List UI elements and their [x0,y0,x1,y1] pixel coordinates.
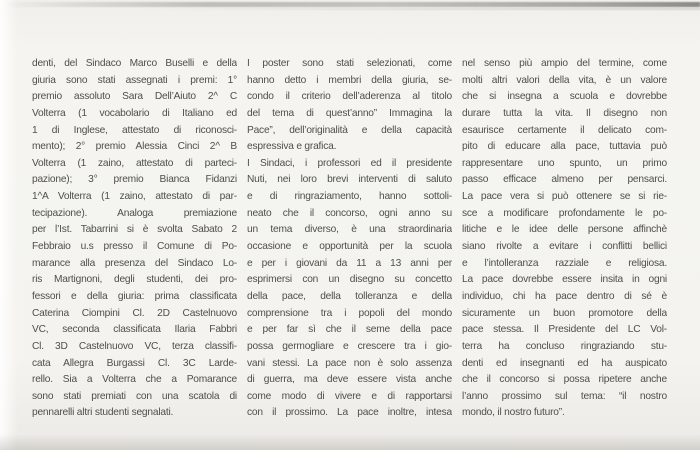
text-line: esprimersi con un disegno su concetto [247,274,452,286]
text-line: e di ringraziamento, hanno sottoli- [247,191,452,203]
text-line: pennarelli altri studenti segnalati. [32,407,174,419]
text-line: pazione); 3° premio Bianca Fidanzi [32,174,237,186]
text-line: e l’intolleranza razziale e religiosa. [462,257,667,269]
scan-artifact-top-streak [0,2,700,7]
text-column-2 [247,56,452,422]
text-line: come modo di vivere e di rapportarsi [247,390,452,402]
text-line: Febbraio u.s presso il Comune di Po- [32,241,237,253]
text-line: rappresentare uno spunto, un primo [462,157,667,169]
text-line: possa germogliare e crescere tra i gio- [247,340,452,352]
text-line: pace stessa. Il Presidente del LC Vol- [462,324,667,336]
text-line: denti ed insegnanti ed ha auspicato [462,357,667,369]
text-line: giuria sono stati assegnati i premi: 1° [32,74,237,86]
text-line: VC, seconda classificata Ilaria Fabbri [32,324,237,336]
text-line: individuo, chi ha pace dentro di sé è [462,290,667,302]
text-line: I poster sono stati selezionati, come [247,58,452,69]
text-line: Volterra (1 zaino, attestato di parteci- [32,157,237,169]
text-line: con il prossimo. La pace inoltre, intesa [247,407,452,419]
text-line: pito di educare alla pace, tuttavia può [462,141,667,153]
text-line: un tema diverso, è una straordinaria [247,224,452,236]
text-line: 1^A Volterra (1 zaino, attestato di par- [32,191,237,203]
text-line: La pace vera si può ottenere se si rie- [462,191,667,203]
text-line: cata Allegra Burgassi Cl. 3C Larde- [32,357,237,369]
text-line: tecipazione). Analoga premiazione [32,207,237,219]
text-line: fessori e della giuria: prima classificata [32,290,237,302]
text-line: nel senso più ampio del termine, come [462,58,667,69]
text-line: comprensione tra i popoli del mondo [247,307,452,319]
text-line: terra ha concluso ringraziando stu- [462,340,667,352]
text-line: marance alla presenza del Sindaco Lo- [32,257,237,269]
text-line: passo efficace almeno per pensarci. [462,174,667,186]
text-line: e per far sì che il seme della pace [247,324,452,336]
scan-artifact-bottom-shadow [0,434,700,450]
text-line: rello. Sia a Volterra che a Pomarance [32,374,237,386]
text-line: esaurisce certamente il delicato com- [462,124,667,136]
text-line: del tema di quest’anno” Immagina la [247,107,452,119]
text-line: occasione e opportunità per la scuola [247,241,452,253]
text-line: siano rivolte a evitare i conflitti bellici [462,241,667,253]
text-line: che il concorso si possa ripetere anche [462,374,667,386]
text-line: di guerra, ma deve essere vista anche [247,374,452,386]
text-line: Caterina Ciompini Cl. 2D Castelnuovo [32,307,237,319]
text-line: mento); 2° premio Alessia Cinci 2^ B [32,141,237,153]
text-line: espressiva e grafica. [247,141,337,153]
text-line: Cl. 3D Castelnuovo VC, terza classifi- [32,340,237,352]
text-line: durare tutta la vita. Il disegno non [462,107,667,119]
page-left-edge-highlight [0,0,18,450]
scan-artifact-top-streak-secondary [140,8,700,10]
text-line: neato che il concorso, ogni anno su [247,207,452,219]
text-line: molti altri valori della vita, è un valore [462,74,667,86]
text-column-3 [462,56,667,422]
text-line: hanno detto i membri della giuria, se- [247,74,452,86]
text-line: premio assoluto Sara Dell’Aiuto 2^ C [32,91,237,103]
text-line: 1 di Inglese, attestato di riconosci- [32,124,237,136]
text-line: per l’Ist. Tabarrini si è svolta Sabato 2 [32,224,237,236]
text-line: mondo, il nostro futuro”. [462,407,565,419]
text-line: Volterra (1 vocabolario di Italiano ed [32,107,237,119]
text-line: denti, del Sindaco Marco Buselli e della [32,58,237,69]
text-line: condo il criterio dell’aderenza al titolo [247,91,452,103]
text-line: Pace”, dell’originalità e della capacità [247,124,452,136]
text-line: sce a modificare profondamente le po- [462,207,667,219]
text-line: della pace, della tolleranza e della [247,290,452,302]
text-line: vani stessi. La pace non è solo assenza [247,357,452,369]
text-line: La pace dovrebbe essere insita in ogni [462,274,667,286]
text-line: ris Martignoni, degli studenti, dei pro- [32,274,237,286]
text-line: sono stati premiati con una scatola di [32,390,237,402]
text-column-1 [32,56,237,422]
text-line: sicuramente un buon promotore della [462,307,667,319]
text-line: litiche e le idee delle persone affinchè [462,224,667,236]
text-line: l’anno prossimo sul tema: “il nostro [462,390,667,402]
text-line: che si insegna a scuola e dovrebbe [462,91,667,103]
text-line: e per i giovani da 11 a 13 anni per [247,257,452,269]
text-line: Nuti, nei loro brevi interventi di saluto [247,174,452,186]
text-line: I Sindaci, i professori ed il presidente [247,157,452,169]
